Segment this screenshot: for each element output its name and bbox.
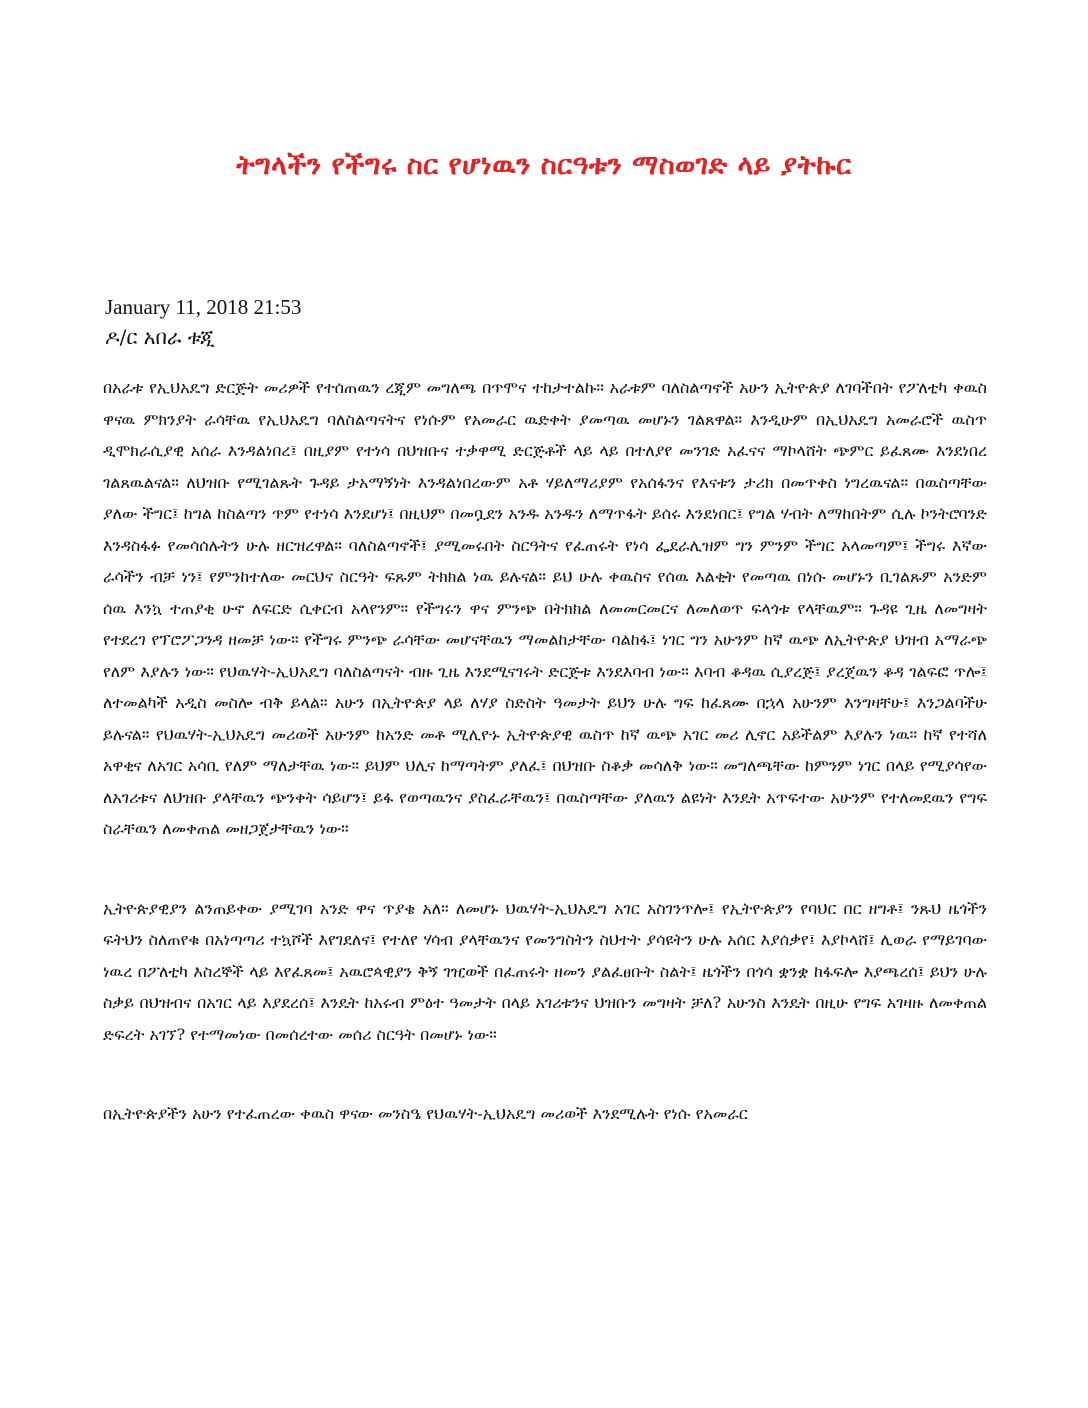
- paragraph: በአራቱ የኢህአዴግ ድርጅት መሪዎች የተሰጠዉን ረጂም መግለጫ በጥሞና ተከታተልኩ። አራቱም ባለስልጣኖች አሁን ኢትዮጵያ ለገባችበት የፖለቲካ ቀዉስ ዋናዉ ምክንያት ራሳቸዉ የኢህአዴግ ባለስልጣናትና የነሱም የአመራር ዉድቀት ያመጣዉ መሆኑን ገልጸዋል። እንዲሁም በኢህአዴግ አመራሮች ዉስጥ ዲሞክራሲያዊ አሰራ እንዳልነበረ፤ በዚያም የተነሳ በህዝቡና ተቃዋሚ ድርጅቶች ላይ ላይ በተለያየ መንገድ አፈናና ማኮላሸት ጭምር ይፈጸሙ እንደነበረ ገልጸዉልናል። ለህዝቡ የሚገልጹት ጉዳይ ታአማኝነት እንዳልነበረውም አቶ ሃይለማሪያም የአሰፋንና የእናቱን ታሪክ በመጥቀስ ነግረዉናል። በዉስጣቸው ያለው ችግር፤ ከግል ከስልጣን ጥም የተነሳ እንደሆነ፤ በዚህም በመቧደን አንዱ አንዱን ለማጥፋት ይሰሩ እንደነበር፤ የግል ሃብት ለማከበትም ሲሉ ኮንትሮባንድ እንዳስፋፉ የመሳሰሉትን ሁሉ ዘርዝረዋል። ባለስልጣኖች፤ ያሚመሩበት ስርዓትና የፈጠሩት የነሳ ፌደራሊዝም ግን ምንም ችግር አላመጣም፤ ችግሩ እኛው ራሳችን ብቻ ነን፤ የምንከተለው መርህና ስርዓት ፍጹም ትክክል ነዉ ይሉናል። ይህ ሁሉ ቀዉስና የሰዉ እልቂት የመጣዉ በነሱ መሆኑን ቢገልጹም አንድም ሰዉ እንኳ ተጠያቂ ሁኖ ለፍርድ ሲቀርብ አላየንም። የችግሩን ዋና ምንጭ በትክክል ለመመርመርና ለመለወጥ ፍላጎቱ የላቸዉም። ጉዳዩ ጊዜ ለመግዛት የተደረገ የፕሮፖጋንዳ ዘመቻ ነው። የችግሩ ምንጭ ራሳቸው መሆናቸዉን ማመልከታቸው ባልከፋ፤ ነገር ግን አሁንም ከኛ ዉጭ ለኢትዮጵያ ህዝብ አማራጭ የለም እያሉን ነው። የህዉሃት-ኢህአዴግ ባለስልጣናት ብዙ ጊዜ እንደሚናገሩት ድርጅቱ እንደእባብ ነው። እባብ ቆዳዉ ሲያረጅ፤ ያረጀዉን ቆዳ ገልፍፎ ጥሎ፤ ለተመልካች አዲስ መስሎ ብቅ ይላል። አሁን በኢትዮጵያ ላይ ለሃያ ስድስት ዓመታት ይህን ሁሉ ግፍ ከፈጸሙ በኋላ አሁንም እንግዛቸሁ፤ እንጋልባችሁ ይሉናል። የህዉሃት-ኢህአዴግ መሪወች አሁንም ከአንድ መቶ ሚሊዮኑ ኢትዮጵያዊ ዉስጥ ከኛ ዉጭ አገር መሪ ሊኖር አይችልም እያሉን ነዉ። ከኛ የተሻለ አዋቂና ለአገር አሳቢ የለም ማለታቸዉ ነው። ይህም ህሊና ከማጣትም ያለፈ፤ በህዝቡ ስቆቃ መሳለቅ ነው። መግለጫቸው ከምንም ነገር በላይ የሚያሳየው ለአገሪቱና ለህዝቡ ያላቸዉን ጭንቀት ሳይሆን፤ ይፋ የወጣዉንና ያስፈራቸዉን፤ በዉስጣቸው ያለዉን ልዩነት እንዴት አጥፍተው አሁንም የተለመደዉን የግፍ ስራቸዉን ለመቀጠል መዘጋጀታቸዉን ነው።: [103, 378, 987, 838]
- paragraph: በኢትዮጵያችን አሁን የተፈጠረው ቀዉስ ዋናው መንስዔ የህዉሃት-ኢህአዴግ መሪወች እንደሚሉት የነሱ የአመራር: [103, 1104, 748, 1123]
- publish-date: January 11, 2018 21:53: [105, 295, 302, 319]
- paragraph: ኢትዮጵያዊያን ልንጠይቀው ያሚገባ አንድ ዋና ጥያቄ አለ። ለመሆኑ ህዉሃት-ኢህአዴግ አገር አስገንጥሎ፤ የኢትዮጵያን የባህር በር ዘግቶ፤ ንጹህ ዜጎችን ፍትህን ስለጠየቁ በአነጣጣሪ ተኳሾች እየገደለና፤ የተለየ ሃሳብ ያላቸዉንና የመንግስትን ስህተት ያሳዩትን ሁሉ አሰር እያሰቃየ፤ እያኮላሸ፤ ሊወራ የማይገባው ነዉረ በፖለቲካ እስረኞች ላይ እየፈጸመ፤ አዉሮጳዊያን ቅኝ ገዢወች በፈጠሩት ዘመን ያልፈፀቡት ስልት፤ ዜጎችን በጎሳ ቋንቋ ከፋፍሎ እያጫረሰ፤ ይህን ሁሉ ስቃይ በህዝብና በአገር ላይ እያደረሰ፤ እንዴት ከአሩብ ምዕተ ዓመታት በላይ አገሪቱንና ህዝቡን መግዛት ቻለ? አሁንስ እንዴት በዚሁ የግፍ አገዛዙ ለመቀጠል ድፍረት አገኘ? የተማመነው በመሰረተው መሰሪ ስርዓት በመሆኑ ነው።: [103, 898, 988, 1044]
- article-meta: [105, 292, 301, 352]
- author-name: ዶ/ር አበራ ቱጂ: [105, 325, 215, 349]
- article-title: ትግላችን የችግሩ ስር የሆነዉን ስርዓቱን ማስወገድ ላይ ያትኩር: [236, 150, 852, 181]
- article-body: [103, 372, 987, 1178]
